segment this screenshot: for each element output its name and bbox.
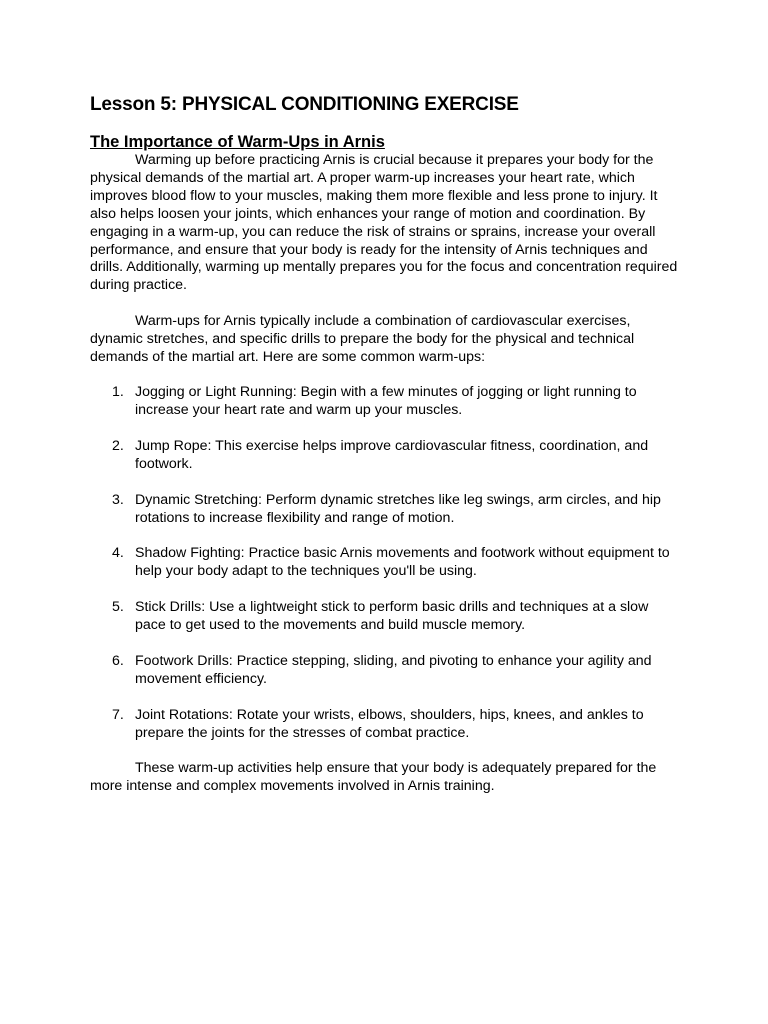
lesson-title: Lesson 5: PHYSICAL CONDITIONING EXERCISE [90, 94, 519, 115]
list-item [90, 599, 682, 635]
list-item [90, 438, 682, 474]
list-item-text: Jogging or Light Running: Begin with a few minutes of jogging or light running to increase your heart rate and warm up your muscles. [135, 384, 637, 418]
list-item [90, 545, 682, 581]
list-item [90, 653, 682, 689]
list-item-number: 1. [112, 384, 124, 400]
section-heading: The Importance of Warm-Ups in Arnis [90, 133, 385, 151]
intro-paragraph: Warming up before practicing Arnis is crucial because it prepares your body for the physical demands of the martial art. A proper warm-up increases your heart rate, which improves blood flow to your muscles, making them more flexible and less prone to injury. It also helps loosen your joints, which enhances your range of motion and coordination. By engaging in a warm-up, you can reduce the risk of strains or sprains, increase your overall performance, and ensure that your body is ready for the intensity of Arnis techniques and drills. Additionally, warming up mentally prepares you for the focus and concentration required during practice. [90, 152, 678, 294]
warmup-intro-paragraph: Warm-ups for Arnis typically include a combination of cardiovascular exercises, dynamic stretches, and specific drills to prepare the body for the physical and technical demands of the martial art. Here are some common warm-ups: [90, 313, 635, 365]
list-item-text: Shadow Fighting: Practice basic Arnis movements and footwork without equipment to help your body adapt to the techniques you'll be using. [135, 545, 670, 580]
list-item-text: Dynamic Stretching: Perform dynamic stretches like leg swings, arm circles, and hip rotations to increase flexibility and range of motion. [135, 491, 661, 526]
list-item [90, 707, 682, 743]
list-item-text: Footwork Drills: Practice stepping, sliding, and pivoting to enhance your agility and movement efficiency. [135, 653, 652, 687]
warmup-list [90, 384, 682, 761]
list-item-number: 6. [112, 653, 124, 670]
list-item-number: 4. [112, 545, 124, 562]
list-item-text: Stick Drills: Use a lightweight stick to perform basic drills and techniques at a slow pace to get used to the movements and build muscle memory. [135, 599, 649, 634]
list-item-text: Jump Rope: This exercise helps improve cardiovascular fitness, coordination, and footwork. [135, 437, 649, 472]
list-item-text: Joint Rotations: Rotate your wrists, elbows, shoulders, hips, knees, and ankles to prepare the joints for the stresses of combat practice. [135, 706, 644, 741]
closing-paragraph: These warm-up activities help ensure that your body is adequately prepared for the more intense and complex movements involved in Arnis training. [90, 760, 657, 794]
list-item-number: 3. [112, 491, 124, 508]
list-item-number: 5. [112, 599, 124, 616]
list-item [90, 384, 682, 420]
list-item [90, 492, 682, 528]
list-item-number: 2. [112, 437, 124, 454]
list-item-number: 7. [112, 706, 124, 723]
